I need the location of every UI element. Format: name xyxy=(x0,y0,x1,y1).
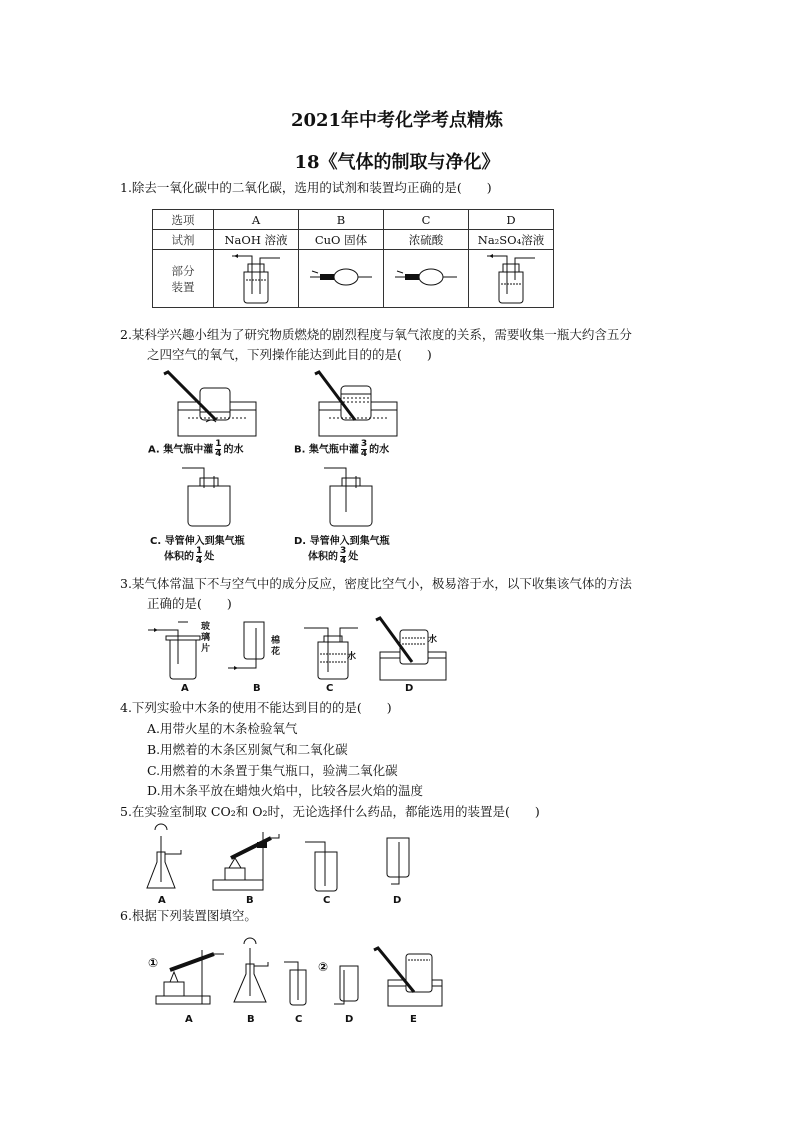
row-label-device xyxy=(153,250,214,308)
fraction xyxy=(215,440,221,459)
q3-figures xyxy=(148,618,448,682)
option-b: B xyxy=(299,210,384,230)
reagent-d: Na₂SO₄溶液 xyxy=(469,230,554,250)
fraction-den: 4 xyxy=(215,449,222,459)
q4-option-c: C.用燃着的木条置于集气瓶口，验满二氧化碳 xyxy=(147,763,398,778)
q2-caption-a xyxy=(148,440,243,459)
fraction-num: 3 xyxy=(360,439,368,449)
wash-bottle-icon xyxy=(226,250,286,304)
question-4: 4.下列实验中木条的使用不能达到目的的是( ) xyxy=(120,700,392,715)
device-a xyxy=(214,250,299,308)
q6-letter-c: C xyxy=(295,1014,303,1025)
q2-figure-c xyxy=(180,466,250,528)
row-label-device-1: 部分 xyxy=(171,263,195,278)
q4-option-d: D.用木条平放在蜡烛火焰中，比较各层火焰的温度 xyxy=(147,783,424,798)
q2-caption-c xyxy=(150,532,245,566)
option-a: A xyxy=(214,210,299,230)
q2-caption-d-post: 处 xyxy=(348,551,359,563)
q2-caption-c-line1: C. 导管伸入到集气瓶 xyxy=(150,536,245,547)
option-d: D xyxy=(469,210,554,230)
reagent-c: 浓硫酸 xyxy=(384,230,469,250)
fraction xyxy=(196,547,202,566)
q5-figures xyxy=(145,828,425,894)
option-c: C xyxy=(384,210,469,230)
label-cotton xyxy=(271,636,280,658)
q6-letter-e: E xyxy=(410,1014,417,1025)
q2-line2: 之四空气的氧气，下列操作能达到此目的的是( ) xyxy=(147,347,432,362)
q2-caption-d xyxy=(294,532,390,566)
device-c xyxy=(384,250,469,308)
q2-figure-b xyxy=(305,372,415,440)
label-water-c: 水 xyxy=(347,652,357,662)
fraction-den: 4 xyxy=(360,449,368,459)
fraction xyxy=(340,547,346,566)
q3-letter-c: C xyxy=(326,683,334,694)
row-label-reagent: 试剂 xyxy=(153,230,214,250)
q5-letter-a: A xyxy=(158,895,166,906)
q2-caption-c-post: 处 xyxy=(204,551,215,563)
q2-figure-d xyxy=(322,466,392,528)
q3-line1: 3.某气体常温下不与空气中的成分反应，密度比空气小，极易溶于水，以下收集该气体的方法 xyxy=(120,576,632,591)
q2-line1: 2.某科学兴趣小组为了研究物质燃烧的剧烈程度与氧气浓度的关系，需要收集一瓶大约含五分 xyxy=(120,327,632,342)
row-label-device-2: 装置 xyxy=(171,279,195,294)
label-glass-2: 璃 xyxy=(201,633,211,643)
wash-bottle-icon-2 xyxy=(481,250,541,304)
device-d xyxy=(469,250,554,308)
q2-caption-b-text: B. 集气瓶中灌 xyxy=(294,444,359,456)
q2-caption-b xyxy=(294,440,389,459)
q6-letter-a: A xyxy=(185,1014,193,1025)
q3-letter-b: B xyxy=(253,683,261,694)
fraction-den: 4 xyxy=(196,556,203,566)
question-1: 1.除去一氧化碳中的二氧化碳，选用的试剂和装置均正确的是( ) xyxy=(120,180,492,195)
fraction-num: 3 xyxy=(340,546,347,556)
label-cotton-1: 棉 xyxy=(271,636,281,646)
drying-tube-icon xyxy=(306,257,376,297)
drying-tube-icon-2 xyxy=(391,257,461,297)
q2-figure-a xyxy=(160,372,270,440)
reagent-b: CuO 固体 xyxy=(299,230,384,250)
page-subtitle: 18《气体的制取与净化》 xyxy=(294,152,500,173)
q5-letter-c: C xyxy=(323,895,331,906)
q3-letter-d: D xyxy=(405,683,414,694)
label-glass-3: 片 xyxy=(201,644,211,654)
q6-mark-2: ② xyxy=(318,960,329,974)
page-title: 2021年中考化学考点精炼 xyxy=(290,110,504,131)
fraction-num: 1 xyxy=(196,546,203,556)
q6-letter-d: D xyxy=(345,1014,354,1025)
fraction-num: 1 xyxy=(215,439,222,449)
q2-caption-a-post: 的水 xyxy=(223,444,244,456)
question-5: 5.在实验室制取 CO₂和 O₂时，无论选择什么药品，都能选用的装置是( ) xyxy=(120,804,540,819)
fraction-den: 4 xyxy=(340,556,347,566)
q5-letter-d: D xyxy=(393,895,402,906)
label-cotton-2: 花 xyxy=(271,647,281,657)
q2-caption-b-post: 的水 xyxy=(369,444,390,456)
question-6: 6.根据下列装置图填空。 xyxy=(120,908,257,923)
q3-line2: 正确的是( ) xyxy=(147,596,232,611)
q3-letter-a: A xyxy=(181,683,189,694)
q5-letter-b: B xyxy=(246,895,254,906)
q6-figures xyxy=(148,936,448,1008)
question-3 xyxy=(120,574,720,614)
label-glass-1: 玻 xyxy=(201,622,211,632)
q6-mark-1: ① xyxy=(148,956,159,970)
reagent-a: NaOH 溶液 xyxy=(214,230,299,250)
fraction xyxy=(361,440,367,459)
q4-option-b: B.用燃着的木条区别氮气和二氧化碳 xyxy=(147,742,348,757)
question-2 xyxy=(120,325,720,365)
label-water-d: 水 xyxy=(428,635,438,645)
device-b xyxy=(299,250,384,308)
q2-caption-d-line1: D. 导管伸入到集气瓶 xyxy=(294,536,390,547)
q2-caption-c-pre: 体积的 xyxy=(164,551,194,563)
q2-caption-d-pre: 体积的 xyxy=(308,551,338,563)
label-glass xyxy=(201,622,210,655)
q6-letter-b: B xyxy=(247,1014,255,1025)
q4-option-a: A.用带火星的木条检验氧气 xyxy=(147,721,298,736)
row-label-option: 选项 xyxy=(153,210,214,230)
q1-table xyxy=(152,209,554,308)
q2-caption-a-text: A. 集气瓶中灌 xyxy=(148,444,214,456)
